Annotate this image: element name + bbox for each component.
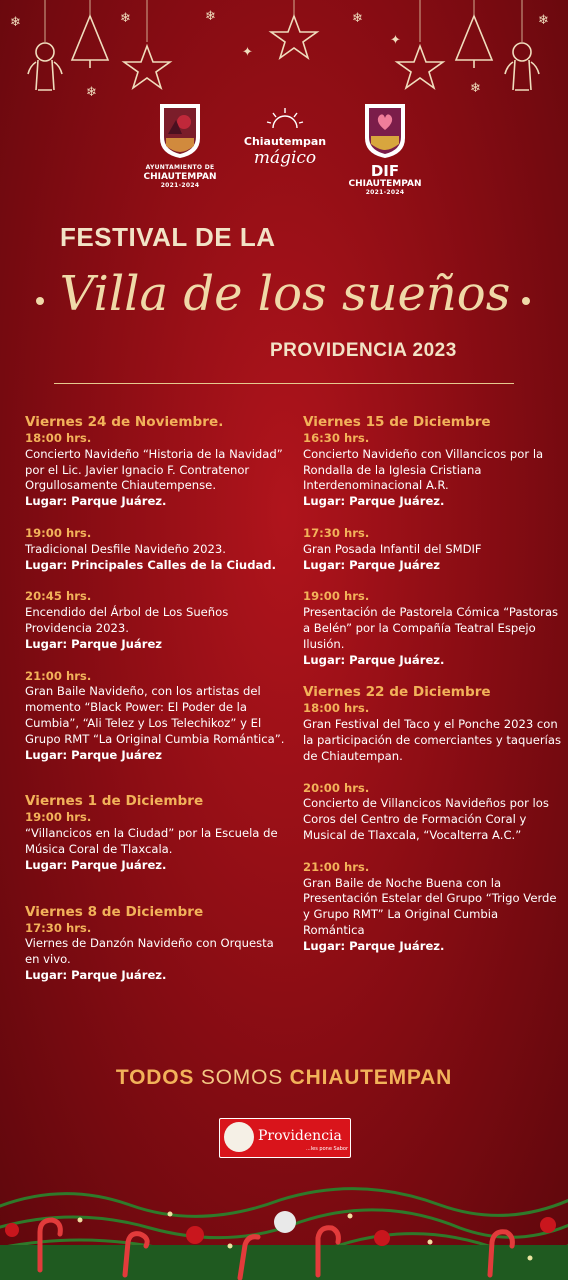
- snowflake-icon: [10, 9, 549, 100]
- svg-text:❄: ❄: [205, 9, 216, 24]
- event-item: [25, 669, 285, 764]
- event-item: [303, 526, 563, 573]
- event-item: [25, 921, 285, 984]
- festival-title-bottom: PROVIDENCIA 2023: [270, 340, 457, 361]
- title-dot-right: [522, 297, 530, 305]
- event-place: Lugar: Parque Juárez.: [303, 938, 445, 953]
- schedule-right-column: [303, 414, 563, 971]
- municipal-shield-icon: [156, 100, 204, 160]
- event-place: Lugar: Parque Juárez.: [303, 652, 445, 667]
- pine-garland-icon: [0, 1150, 568, 1280]
- event-time: 20:45 hrs.: [25, 589, 92, 604]
- svg-text:❄: ❄: [10, 15, 21, 30]
- event-item: [25, 526, 285, 573]
- schedule-left-column: [25, 414, 285, 1000]
- gingerbread-icon: [28, 43, 62, 90]
- event-description: Gran Posada Infantil del SMDIF: [303, 541, 482, 556]
- dif-logo: [330, 100, 440, 197]
- event-item: [303, 589, 563, 668]
- svg-text:❄: ❄: [352, 11, 363, 26]
- tree-cookie-icon: [72, 16, 492, 68]
- ayuntamiento-line2: CHIAUTEMPAN: [143, 172, 217, 182]
- event-place: Lugar: Parque Juárez.: [25, 494, 167, 509]
- slogan-word-2: SOMOS: [200, 1066, 284, 1089]
- event-description: Presentación de Pastorela Cómica “Pastoras a Belén” por la Compañía Teatral Espejo Ilusión.: [303, 605, 559, 651]
- sunrise-icon: [265, 106, 305, 132]
- event-item: [303, 781, 563, 844]
- event-description: Gran Baile Navideño, con los artistas del momento “Black Power: El Poder de la Cumbia”, “Ali Telez y Los Telechikoz” y El Grupo RMT “La Original Cumbia Romántica”.: [25, 684, 285, 746]
- day-heading: Viernes 15 de Diciembre: [303, 414, 491, 430]
- dif-line3: 2021-2024: [365, 189, 405, 196]
- event-place: Lugar: Parque Juárez: [25, 747, 163, 762]
- slogan-word-1: TODOS: [115, 1066, 195, 1089]
- day-heading: Viernes 22 de Diciembre: [303, 684, 491, 701]
- event-time: 19:00 hrs.: [25, 525, 92, 540]
- event-place: Lugar: Parque Juárez.: [303, 494, 445, 509]
- event-item: [303, 701, 563, 764]
- star-cookie-icon: [124, 16, 443, 88]
- svg-text:✦: ✦: [390, 33, 401, 48]
- logos-row: [0, 100, 568, 200]
- event-description: Encendido del Árbol de Los Sueños Providencia 2023.: [25, 605, 229, 635]
- event-time: 21:00 hrs.: [303, 859, 370, 874]
- dif-line1: DIF: [370, 162, 400, 180]
- event-description: “Villancicos en la Ciudad” por la Escuela de Música Coral de Tlaxcala.: [25, 826, 278, 856]
- event-description: Concierto Navideño “Historia de la Navidad” por el Lic. Javier Ignacio F. Contratenor Orgullosamente Chiautempense.: [25, 446, 283, 493]
- day-heading: Viernes 1 de Diciembre: [25, 793, 204, 810]
- magico-line1: Chiautempan: [243, 135, 327, 148]
- event-time: 17:30 hrs.: [303, 525, 370, 540]
- event-time: 16:30 hrs.: [303, 431, 370, 445]
- event-place: Lugar: Parque Juárez.: [25, 857, 167, 872]
- brand-slogan: ...les pone Sabor: [306, 1146, 349, 1152]
- event-description: Tradicional Desfile Navideño 2023.: [25, 541, 226, 556]
- event-time: 18:00 hrs.: [25, 431, 92, 445]
- event-item: [25, 589, 285, 652]
- ayuntamiento-line3: 2021-2024: [160, 182, 200, 189]
- ayuntamiento-line1: AYUNTAMIENTO DE: [145, 164, 215, 171]
- event-time: 19:00 hrs.: [25, 810, 92, 825]
- event-time: 18:00 hrs.: [303, 701, 370, 716]
- event-description: Concierto Navideño con Villancicos por la Rondalla de la Iglesia Cristiana Interdenominacional A.R.: [303, 446, 544, 493]
- event-time: 19:00 hrs.: [303, 589, 370, 604]
- event-time: 17:30 hrs.: [25, 920, 92, 935]
- festival-title-script: Villa de los sueños: [59, 266, 511, 322]
- dif-heart-hands-icon: [361, 100, 409, 160]
- header-divider: [54, 383, 514, 384]
- event-place: Lugar: Parque Juárez: [303, 557, 441, 572]
- svg-text:❄: ❄: [120, 11, 131, 26]
- svg-text:❄: ❄: [470, 81, 481, 96]
- event-description: Gran Festival del Taco y el Ponche 2023 con la participación de comerciantes y taquerías de Chiautempan.: [303, 717, 561, 763]
- festival-title-top: FESTIVAL DE LA: [60, 222, 276, 252]
- brand-name: Providencia: [258, 1128, 342, 1144]
- event-place: Lugar: Principales Calles de la Ciudad.: [25, 557, 277, 572]
- svg-text:❄: ❄: [86, 85, 97, 100]
- ayuntamiento-logo: [125, 100, 235, 190]
- magico-line2: mágico: [253, 148, 317, 168]
- event-item: [25, 810, 285, 873]
- event-item: [303, 431, 563, 510]
- chiautempan-magico-logo: [230, 106, 340, 168]
- event-item: [303, 860, 563, 955]
- event-description: Gran Baile de Noche Buena con la Presentación Estelar del Grupo “Trigo Verde y Grupo RMT” La Original Cumbia Romántica: [303, 875, 557, 937]
- event-item: [25, 431, 285, 510]
- event-time: 21:00 hrs.: [25, 668, 92, 683]
- hanging-ornaments: [0, 0, 568, 110]
- event-place: Lugar: Parque Juárez: [25, 636, 163, 651]
- svg-text:✦: ✦: [242, 45, 253, 60]
- event-time: 20:00 hrs.: [303, 780, 370, 795]
- event-description: Concierto de Villancicos Navideños por los Coros del Centro de Formación Coral y Musical de Tlaxcala, “Vocalterra A.C.”: [303, 796, 549, 842]
- event-place: Lugar: Parque Juárez.: [25, 967, 167, 982]
- day-heading: Viernes 8 de Diciembre: [25, 903, 204, 920]
- chef-mascot-icon: [224, 1122, 254, 1152]
- slogan-word-3: CHIAUTEMPAN: [289, 1066, 453, 1089]
- event-description: Viernes de Danzón Navideño con Orquesta en vivo.: [25, 936, 274, 967]
- gingerbread-icon: [505, 43, 539, 90]
- svg-text:❄: ❄: [538, 13, 549, 28]
- footer-slogan: [0, 1066, 568, 1090]
- day-heading: Viernes 24 de Noviembre.: [25, 414, 224, 430]
- dif-line2: CHIAUTEMPAN: [348, 179, 422, 189]
